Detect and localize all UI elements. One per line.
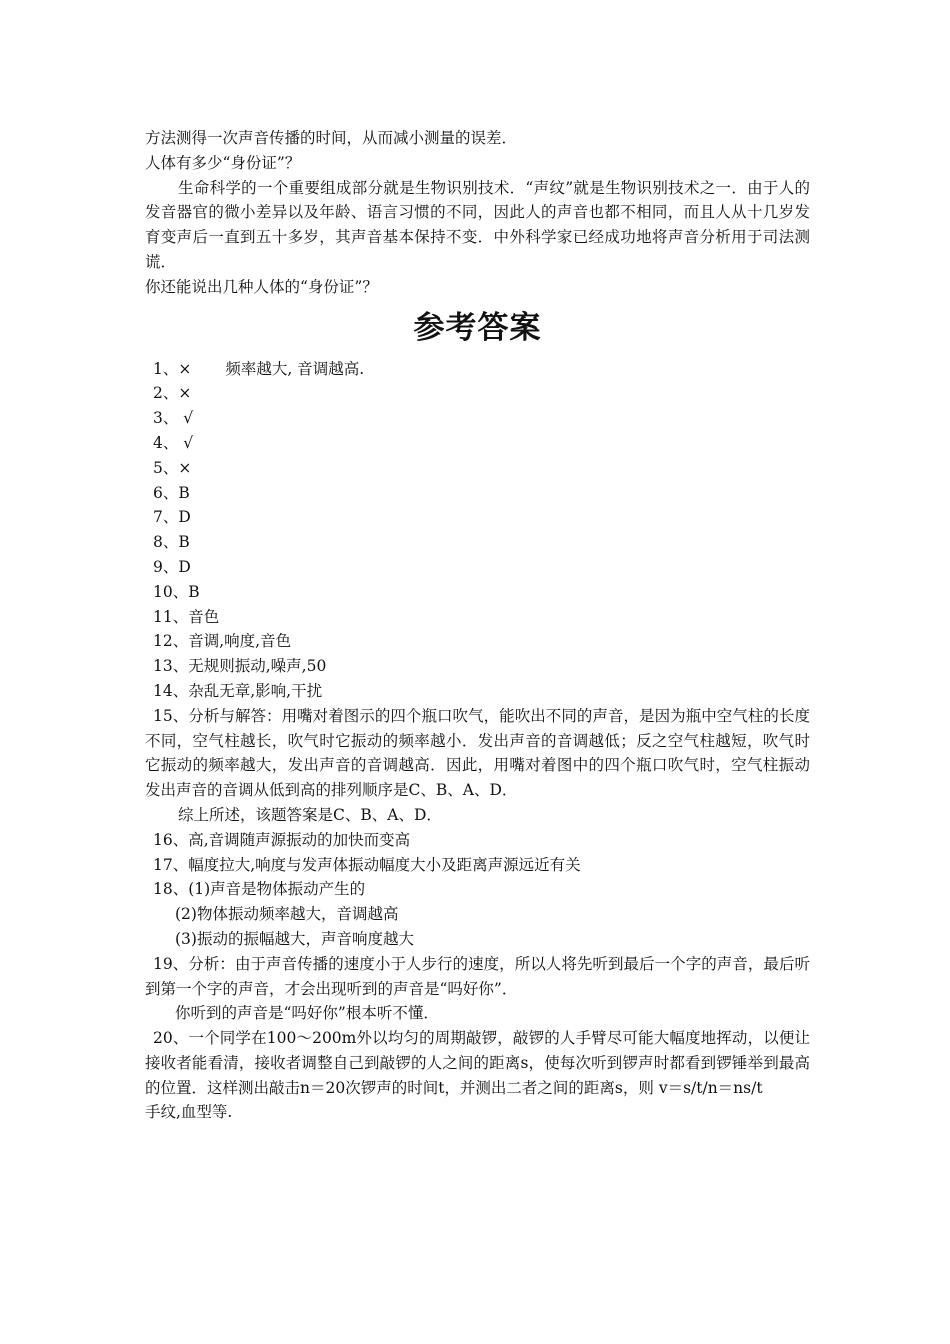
document-page [145,126,810,1125]
answer-summary: 你听到的声音是“吗好你”根本听不懂． [175,1004,439,1023]
answer-item: 6、B [153,483,190,502]
answer-item: 8、B [153,533,190,552]
answer-item: 12、音调,响度,音色 [153,632,292,651]
section-heading: 人体有多少“身份证”？ [145,153,301,172]
answer-item: 17、幅度拉大,响度与发声体振动幅度大小及距离声源远近有关 [153,855,581,874]
answer-item: 19、分析：由于声音传播的速度小于人步行的速度，所以人将先听到最后一个字的声音，最后听到第一个字的声音，才会出现听到的声音是“吗好你”． [145,954,810,998]
answer-item: 18、(1)声音是物体振动产生的 [153,880,366,899]
answer-item [145,357,810,382]
answers-title: 参考答案 [413,309,542,346]
answer-item: 14、杂乱无章,影响,干扰 [153,681,323,700]
answer-subitem: (3)振动的振幅越大，声音响度越大 [175,929,414,948]
answer-item: 15、分析与解答：用嘴对着图示的四个瓶口吹气，能吹出不同的声音，是因为瓶中空气柱的长度不同，空气柱越长，吹气时它振动的频率越小．发出声音的音调越低；反之空气柱越短，吹气时它振动的频率越大，发出声音的音调越高．因此，用嘴对着图中的四个瓶口吹气时，空气柱振动发出声音的音调从低到高的排列顺序是C、B、A、D． [145,706,810,800]
answer-summary: 综上所述，该题答案是C、B、A、D． [178,805,442,824]
answer-item: 手纹,血型等. [145,1103,233,1122]
answer-item: 13、无规则振动,噪声,50 [153,657,327,676]
answer-item: 16、高,音调随声源振动的加快而变高 [153,830,411,849]
intro-line: 方法测得一次声音传播的时间，从而减小测量的误差． [145,129,518,147]
answer-item: 7、D [153,508,191,527]
intro-question: 你还能说出几种人体的“身份证”？ [145,277,378,296]
answer-subitem: (2)物体振动频率越大，音调越高 [175,905,399,924]
answer-note: 频率越大, 音调越高. [225,359,365,378]
answer-item: 9、D [153,557,191,576]
answer-number: 1、× [153,359,192,378]
answer-item: 10、B [153,582,200,601]
answer-item: 3、 √ [153,409,194,428]
answer-item: 11、音色 [153,607,220,626]
answer-item: 5、× [153,458,192,477]
intro-paragraph: 生命科学的一个重要组成部分就是生物识别技术．“声纹”就是生物识别技术之一．由于人的发音器官的微小差异以及年龄、语言习惯的不同，因此人的声音也都不相同，而且人从十几岁发育变声后一直到五十多岁，其声音基本保持不变．中外科学家已经成功地将声音分析用于司法测谎． [145,178,810,271]
answer-item: 4、 √ [153,433,194,452]
answer-item: 20、一个同学在100～200m外以均匀的周期敲锣，敲锣的人手臂尽可能大幅度地挥动，以便让接收者能看清，接收者调整自己到敲锣的人之间的距离s，使每次听到锣声时都看到锣锤举到最高的位置．这样测出敲击n＝20次锣声的时间t，并测出二者之间的距离s，则 v＝s/t/n＝ns/t [145,1029,810,1097]
answer-item: 2、× [153,384,192,403]
